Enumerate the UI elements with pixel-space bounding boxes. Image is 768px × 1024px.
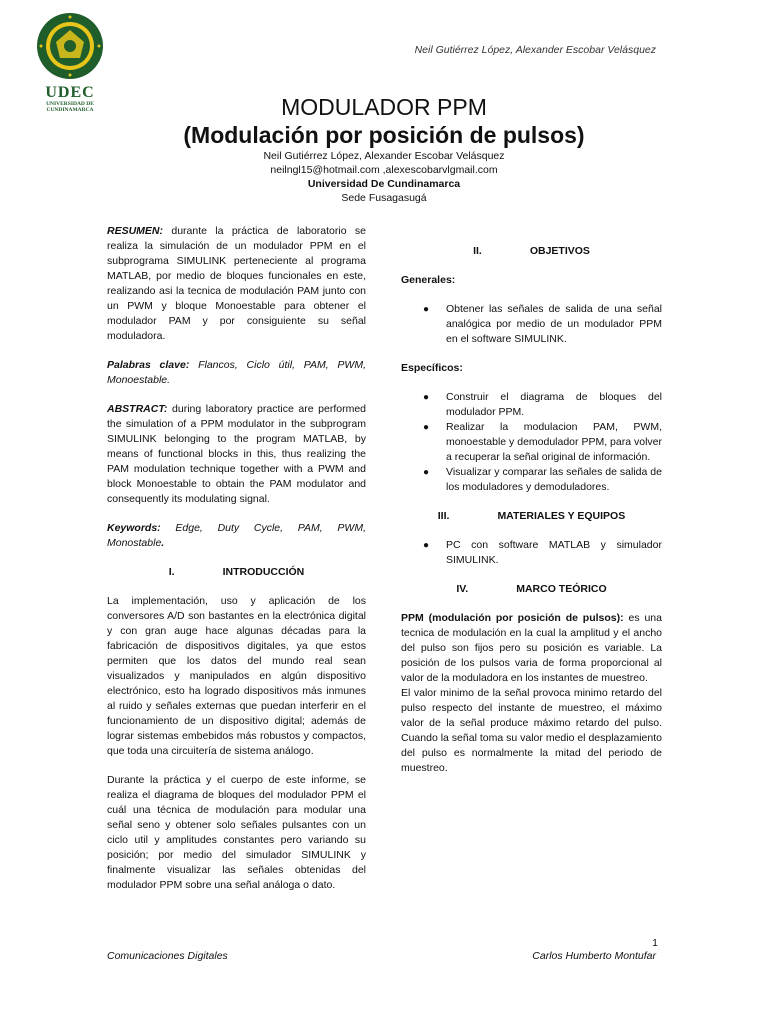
palabras-clave-label: Palabras clave: bbox=[107, 359, 190, 371]
section-heading-objetivos bbox=[401, 244, 662, 259]
paper-subtitle: (Modulación por posición de pulsos) bbox=[183, 122, 585, 148]
paper-title: MODULADOR PPM bbox=[281, 94, 487, 120]
intro-paragraph-1: La implementación, uso y aplicación de los conversores A/D son bastantes en la electrónica digital y con gran auge hace algunas décadas para la fabricación de dispositivos digitales, ya que estos permiten que los datos del mundo real sean visualizados y manipulados en algún dispositivo electrónico, esto ha logrado dispositivos más inmunes al ruido y señales externas que puedan interferir en el funcionamiento de un dispositivo digital; además de lograr sistemas embebidos más robustos y compactos, que toda una circuitería de sistema análogo. bbox=[107, 595, 366, 757]
section-heading-introduccion bbox=[107, 565, 366, 580]
list-item-text: Realizar la modulacion PAM, PWM, monoestable y demodulador PPM, para volver a recuperar la señal original de información. bbox=[446, 421, 662, 463]
bullet-icon: ● bbox=[423, 467, 430, 478]
list-item bbox=[401, 302, 662, 347]
section-number: I. bbox=[168, 566, 175, 578]
section-title: MATERIALES Y EQUIPOS bbox=[497, 510, 626, 522]
list-item bbox=[401, 538, 662, 568]
university-name: Universidad De Cundinamarca bbox=[307, 178, 461, 190]
resumen-label: RESUMEN: bbox=[107, 225, 164, 237]
keywords-text: Edge, Duty Cycle, PAM, PWM, Monostable bbox=[107, 522, 366, 549]
marco-paragraph-2: El valor minimo de la señal provoca minimo retardo del pulso respecto del instante de muestreo, el máximo valor de la señal produce máximo retardo del pulso. Cuando la señal toma su valor medio el desplazamiento del pulso es normalmente la mitad del periodo de muestreo. bbox=[401, 687, 662, 774]
list-item bbox=[401, 420, 662, 465]
section-title: INTRODUCCIÓN bbox=[222, 566, 305, 578]
section-number: II. bbox=[473, 245, 482, 257]
footer-instructor: Carlos Humberto Montufar bbox=[532, 950, 656, 962]
generales-list bbox=[401, 302, 662, 347]
especificos-list bbox=[401, 390, 662, 495]
section-heading-marco-teorico bbox=[401, 582, 662, 597]
resumen-text: durante la práctica de laboratorio se realiza la simulación de un modulador PPM en el subprograma SIMULINK perteneciente al programa MATLAB, por medio de bloques funcionales en este, realizando asi la tecnica de modulación PAM junto con un PWM y bloque Monoestable para obtener el modulador PAM y por consiguiente su señal moduladora. bbox=[107, 225, 366, 342]
university-seal-icon bbox=[36, 12, 104, 80]
section-heading-materiales bbox=[401, 509, 662, 524]
page-number: 1 bbox=[652, 937, 658, 949]
keywords-paragraph bbox=[107, 521, 366, 551]
abstract-text: during laboratory practice are performed the simulation of a PPM modulator in the subprogram SIMULINK belonging to the program MATLAB, by means of functional blocks in this, thus realizing the PAM modulation technique together with a PWM and block Monoestable to obtain the PAM modulator and consequently its modulating signal. bbox=[107, 403, 366, 505]
keywords-label: Keywords: bbox=[107, 522, 161, 534]
running-header-authors: Neil Gutiérrez López, Alexander Escobar Velásquez bbox=[414, 44, 656, 56]
marco-paragraph-1 bbox=[401, 611, 662, 686]
materiales-list bbox=[401, 538, 662, 568]
generales-heading: Generales: bbox=[401, 274, 456, 286]
footer-course: Comunicaciones Digitales bbox=[107, 950, 228, 962]
list-item bbox=[401, 465, 662, 495]
marco-text-1: es una tecnica de modulación en la cual la amplitud y el ancho del pulso son fijos pero su posición es variable. La posición de los pulsos varia de forma proporcional al valor de la moduladora en los instantes de muestreo. bbox=[401, 612, 662, 684]
campus-name: Sede Fusagasugá bbox=[341, 192, 427, 204]
list-item bbox=[401, 390, 662, 420]
left-column bbox=[107, 224, 366, 907]
logo-acronym: UDEC bbox=[45, 84, 95, 101]
section-title: OBJETIVOS bbox=[529, 245, 590, 257]
palabras-clave-paragraph bbox=[107, 358, 366, 388]
logo-name-line2: CUNDINAMARCA bbox=[46, 107, 94, 113]
author-names: Neil Gutiérrez López, Alexander Escobar Velásquez bbox=[263, 150, 505, 162]
bullet-icon: ● bbox=[423, 540, 430, 551]
resumen-paragraph bbox=[107, 224, 366, 344]
title-block bbox=[0, 94, 768, 205]
list-item-text: Obtener las señales de salida de una señal analógica por medio de un modulador PPM en el software SIMULINK. bbox=[446, 303, 662, 345]
marco-label: PPM (modulación por posición de pulsos): bbox=[401, 612, 624, 624]
intro-paragraph-2: Durante la práctica y el cuerpo de este informe, se realiza el diagrama de bloques del modulador PPM el cuál una técnica de modulación para modular una señal seno y obtener solo señales pulsantes con un ciclo util y amplitudes constantes pero variando su posición; por medio del simulador SIMULINK y finalmente visualizar las señales obtenidas del modulador PPM sobre una señal análoga o dato. bbox=[107, 774, 366, 891]
bullet-icon: ● bbox=[423, 422, 430, 433]
bullet-icon: ● bbox=[423, 392, 430, 403]
right-column bbox=[401, 240, 662, 790]
keywords-period: . bbox=[161, 537, 165, 549]
logo-name-line1: UNIVERSIDAD DE bbox=[46, 101, 94, 107]
section-number: III. bbox=[437, 510, 450, 522]
palabras-clave-text: Flancos, Ciclo útil, PAM, PWM, Monoestable. bbox=[107, 359, 367, 386]
abstract-label: ABSTRACT: bbox=[107, 403, 168, 415]
list-item-text: Visualizar y comparar las señales de salida de los moduladores y demoduladores. bbox=[446, 466, 662, 493]
list-item-text: PC con software MATLAB y simulador SIMULINK. bbox=[446, 539, 662, 566]
section-number: IV. bbox=[456, 583, 469, 595]
section-title: MARCO TEÓRICO bbox=[516, 583, 607, 595]
abstract-paragraph bbox=[107, 402, 366, 507]
author-emails: neilngl15@hotmail.com ,alexescobarvlgmail.com bbox=[270, 164, 498, 176]
bullet-icon: ● bbox=[423, 304, 430, 315]
especificos-heading: Específicos: bbox=[401, 362, 463, 374]
list-item-text: Construir el diagrama de bloques del modulador PPM. bbox=[446, 391, 662, 418]
